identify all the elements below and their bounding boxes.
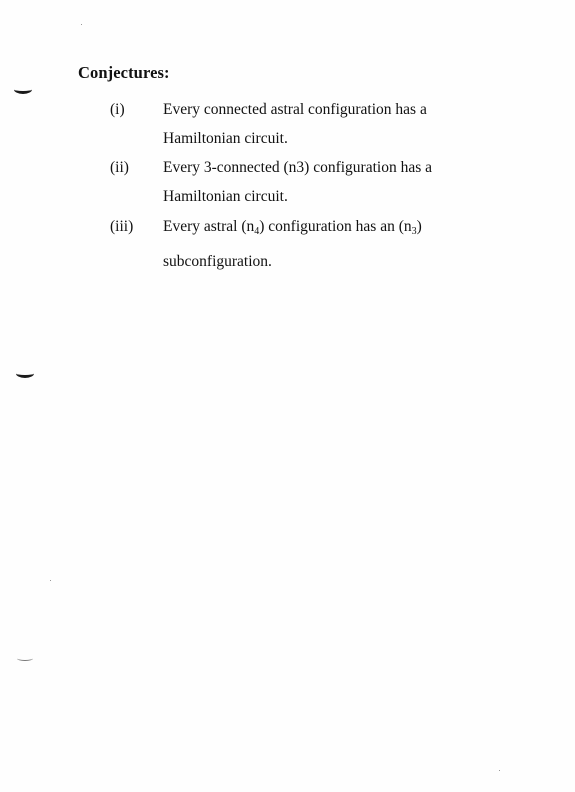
item-text [163,218,422,236]
item-text: subconfiguration. [163,253,272,270]
punch-hole-mark [17,656,33,661]
item-text-part: Every astral (n [163,218,255,235]
punch-hole-mark [16,369,34,378]
item-text: Hamiltonian circuit. [163,188,288,205]
punch-hole-mark [14,85,32,94]
item-number: (i) [110,101,125,118]
subscript: 4 [254,226,260,237]
item-text: Every connected astral configuration has a [163,101,427,118]
item-text-part: ) configuration has an (n [259,218,412,235]
item-text: Every 3-connected (n3) configuration has a [163,159,432,176]
subscript: 3 [411,226,417,237]
item-text: Hamiltonian circuit. [163,130,288,147]
scan-speck [50,580,51,581]
item-number: (iii) [110,218,134,235]
item-text-part: ) [416,218,422,235]
scan-speck [81,24,82,25]
section-heading: Conjectures: [78,63,170,82]
scan-speck [499,770,500,771]
item-number: (ii) [110,159,129,176]
